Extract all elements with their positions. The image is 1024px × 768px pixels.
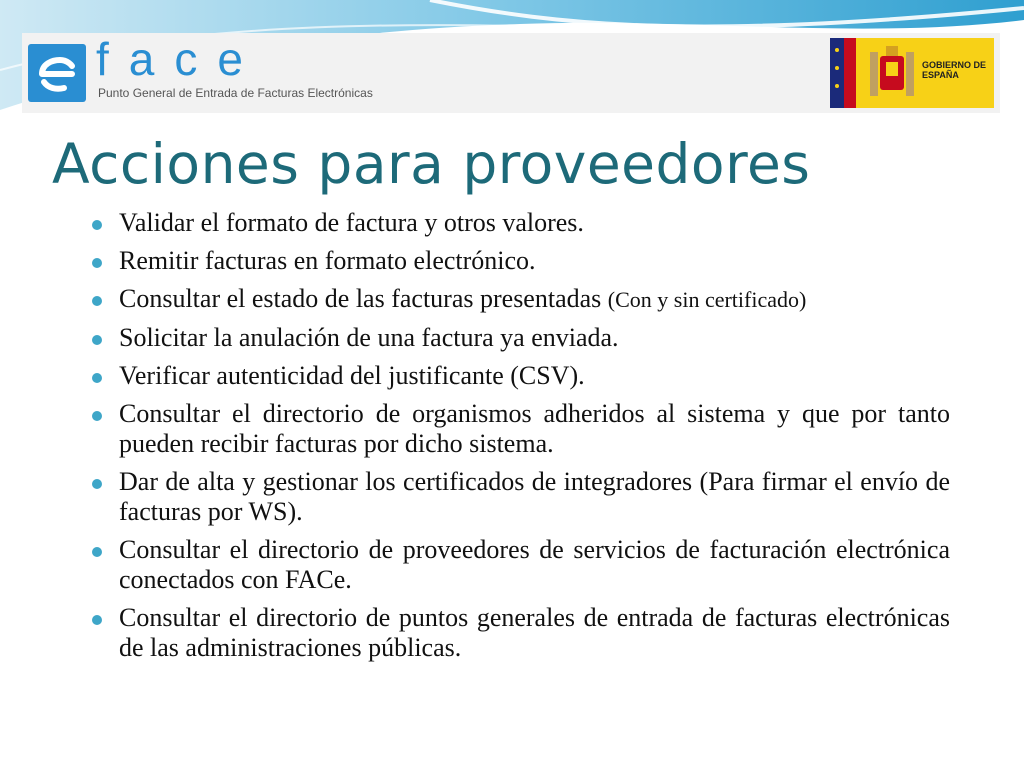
bullet-text: Solicitar la anulación de una factura ya enviada. <box>119 323 619 352</box>
bullet-text: Remitir facturas en formato electrónico. <box>119 246 536 275</box>
bullet-item <box>90 361 950 391</box>
logo-subtitle: Punto General de Entrada de Facturas Electrónicas <box>98 86 373 100</box>
face-logo <box>28 33 408 106</box>
face-logo-icon <box>28 44 86 102</box>
slide-title: Acciones para proveedores <box>52 132 811 196</box>
bullet-item <box>90 535 950 595</box>
bullet-item <box>90 603 950 663</box>
bullet-list <box>90 208 950 671</box>
bullet-note: (Con y sin certificado) <box>607 287 807 312</box>
bullet-item <box>90 246 950 276</box>
bullet-item <box>90 323 950 353</box>
gobierno-de-espana-emblem <box>830 38 994 108</box>
bullet-text: Dar de alta y gestionar los certificados de integradores (Para firmar el envío de facturas por WS). <box>119 467 950 526</box>
bullet-text: Consultar el estado de las facturas presentadas <box>119 284 602 313</box>
bullet-item <box>90 467 950 527</box>
gobierno-label: GOBIERNO DE ESPAÑA <box>922 60 987 80</box>
bullet-text: Consultar el directorio de proveedores de servicios de facturación electrónica conectados con FACe. <box>119 535 950 594</box>
bullet-text: Consultar el directorio de puntos generales de entrada de facturas electrónicas de las administraciones públicas. <box>119 603 950 662</box>
bullet-item <box>90 284 950 315</box>
bullet-item <box>90 399 950 459</box>
logo-wordmark: face <box>96 33 263 85</box>
bullet-text: Verificar autenticidad del justificante (CSV). <box>119 361 585 390</box>
bullet-text: Validar el formato de factura y otros valores. <box>119 208 584 237</box>
bullet-text: Consultar el directorio de organismos adheridos al sistema y que por tanto pueden recibir facturas por dicho sistema. <box>119 399 950 458</box>
bullet-item <box>90 208 950 238</box>
